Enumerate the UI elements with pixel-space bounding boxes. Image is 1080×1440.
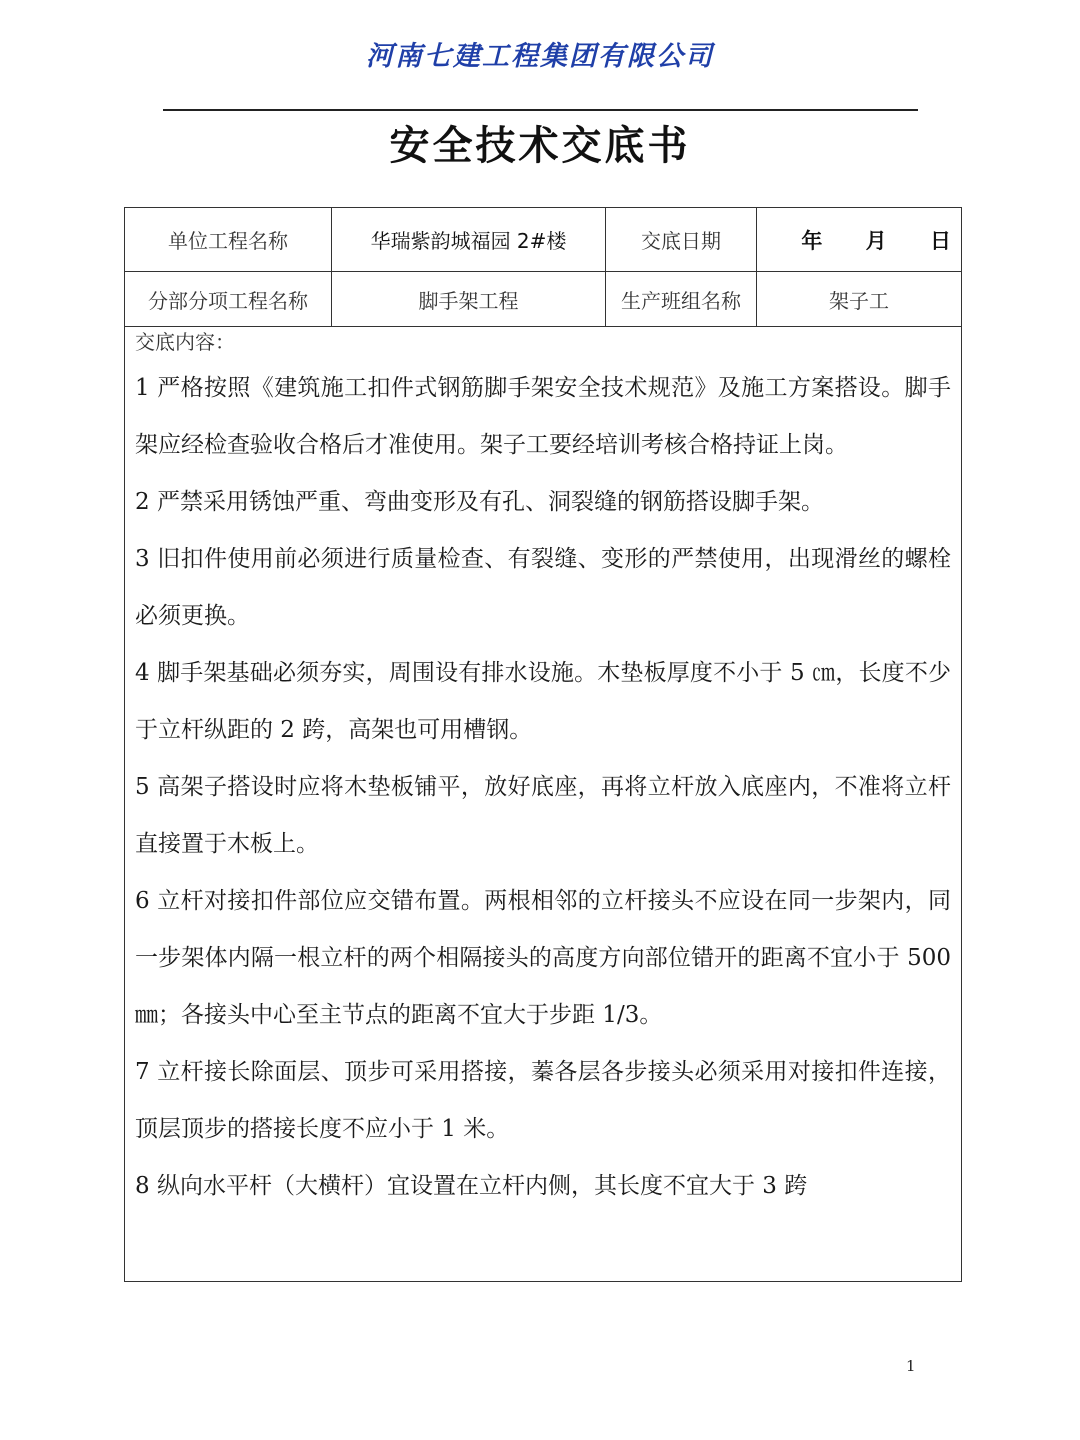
disclosure-content <box>125 327 961 1215</box>
content-paragraph: 3 旧扣件使用前必须进行质量检查、有裂缝、变形的严禁使用，出现滑丝的螺栓必须更换。 <box>135 546 951 629</box>
project-name-value: 华瑞紫韵城福园 2#楼 <box>332 208 606 271</box>
section-name-label: 分部分项工程名称 <box>125 272 332 326</box>
content-paragraph: 2 严禁采用锈蚀严重、弯曲变形及有孔、洞裂缝的钢筋搭设脚手架。 <box>135 489 824 515</box>
content-label: 交底内容： <box>135 330 235 354</box>
content-paragraph: 1 严格按照《建筑施工扣件式钢筋脚手架安全技术规范》及施工方案搭设。脚手架应经检查验收合格后才准使用。架子工要经培训考核合格持证上岗。 <box>135 375 951 458</box>
disclosure-form <box>124 207 962 1282</box>
page-number: 1 <box>906 1357 916 1375</box>
disclosure-date-label: 交底日期 <box>606 208 757 271</box>
team-name-label: 生产班组名称 <box>606 272 757 326</box>
disclosure-date-value: 年 月 日 <box>801 228 951 253</box>
content-body <box>135 360 951 1215</box>
form-row-section <box>125 272 961 327</box>
content-paragraph: 7 立杆接长除面层、顶步可采用搭接，蓁各层各步接头必须采用对接扣件连接，顶层顶步的搭接长度不应小于 1 米。 <box>135 1059 951 1142</box>
project-name-label: 单位工程名称 <box>125 208 332 271</box>
company-name: 河南七建工程集团有限公司 <box>366 41 714 72</box>
content-paragraph: 4 脚手架基础必须夯实，周围设有排水设施。木垫板厚度不小于 5 ㎝，长度不少于立杆纵距的 2 跨，高架也可用槽钢。 <box>135 660 951 743</box>
form-row-project <box>125 208 961 272</box>
content-paragraph: 8 纵向水平杆（大横杆）宜设置在立杆内侧，其长度不宜大于 3 跨 <box>135 1173 808 1199</box>
team-name-value: 架子工 <box>829 288 889 313</box>
header-divider <box>163 109 918 111</box>
document-title: 安全技术交底书 <box>389 123 691 169</box>
section-name-value: 脚手架工程 <box>332 272 606 326</box>
content-paragraph: 5 高架子搭设时应将木垫板铺平，放好底座，再将立杆放入底座内，不准将立杆直接置于木板上。 <box>135 774 951 857</box>
content-paragraph: 6 立杆对接扣件部位应交错布置。两根相邻的立杆接头不应设在同一步架内，同一步架体内隔一根立杆的两个相隔接头的高度方向部位错开的距离不宜小于 500 ㎜；各接头中心至主节点的距离不宜大于步距 1/3。 <box>135 888 951 1028</box>
